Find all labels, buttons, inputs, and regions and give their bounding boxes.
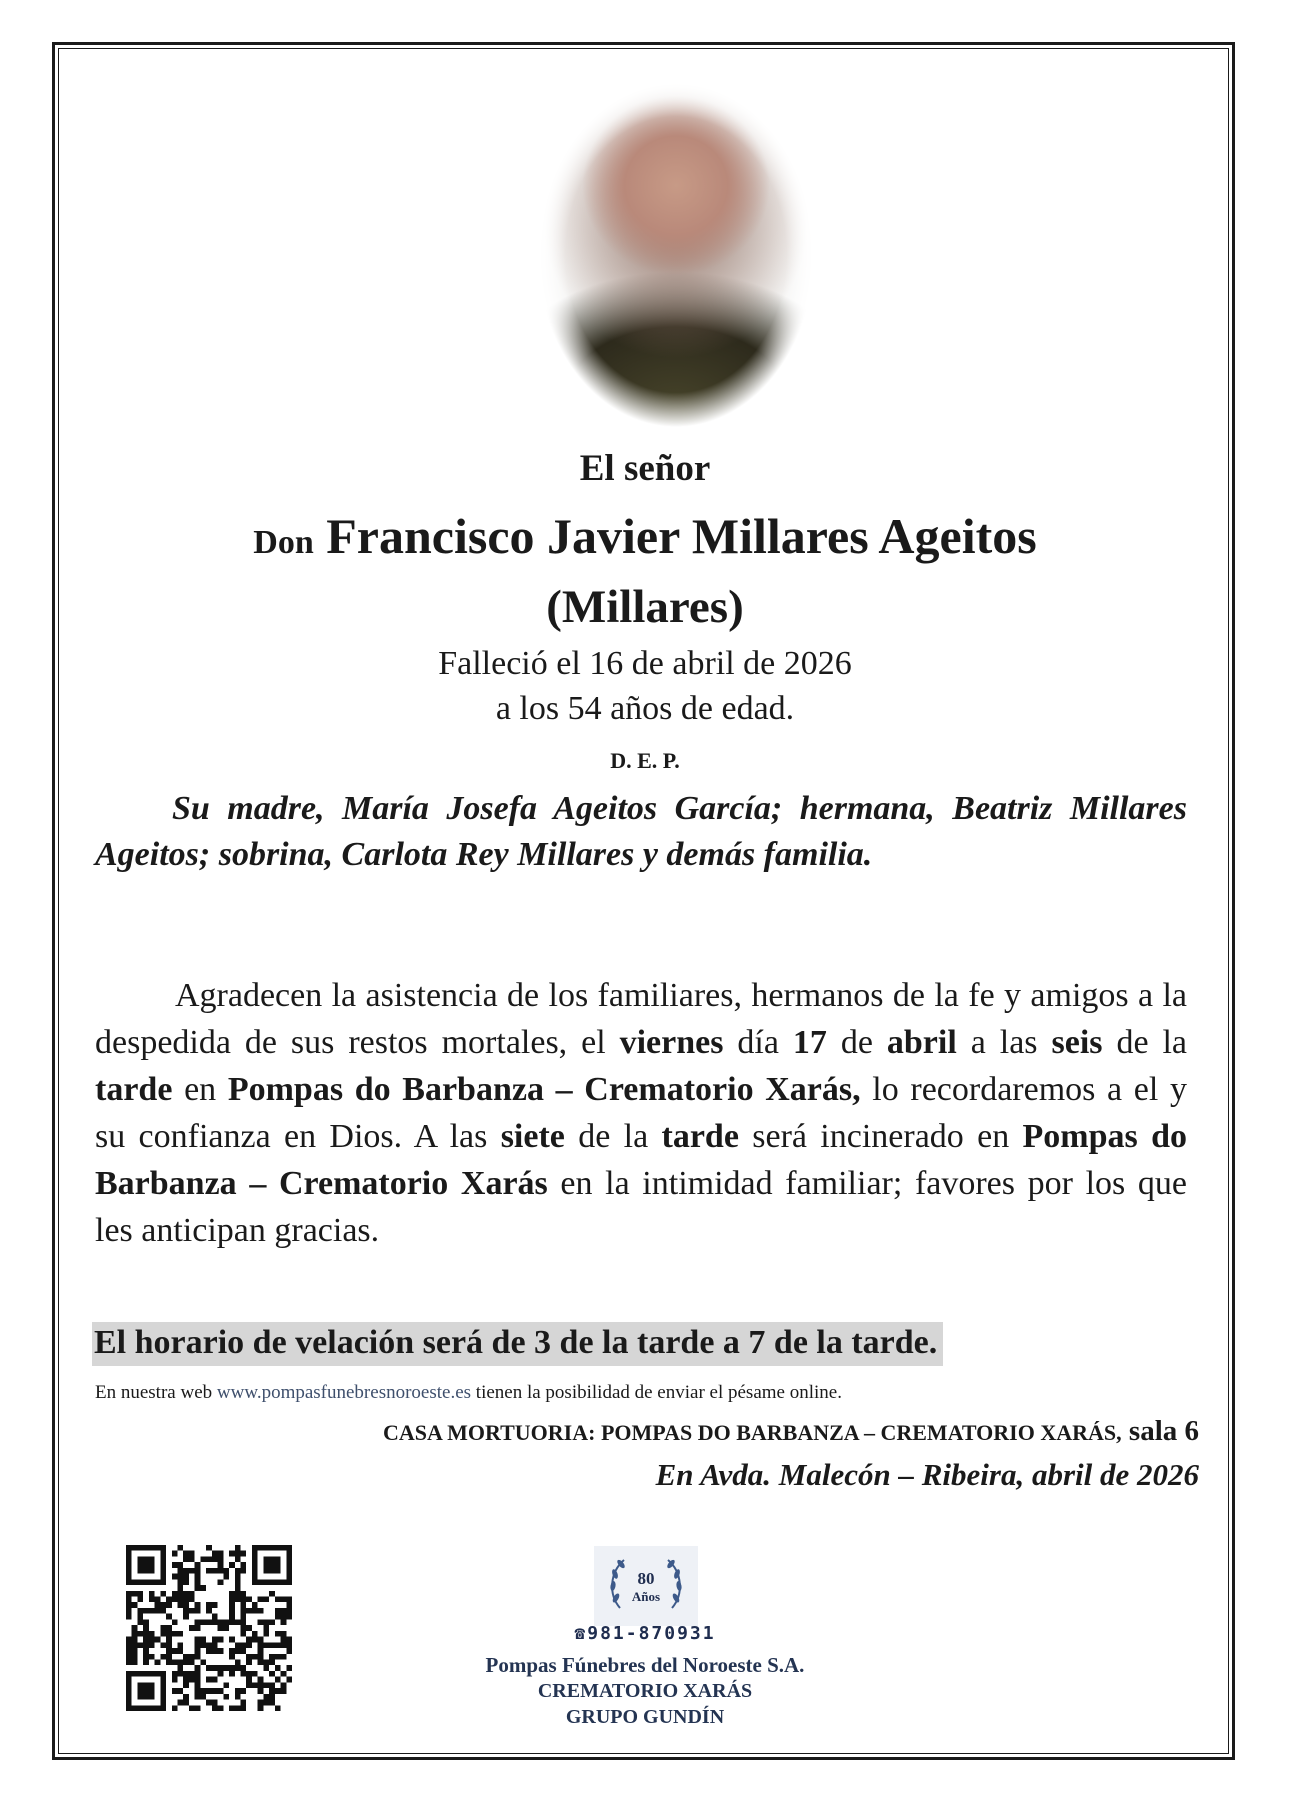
velacion-schedule: El horario de velación será de 3 de la tarde a 7 de la tarde. — [92, 1322, 943, 1366]
group-name: GRUPO GUNDÍN — [565, 1706, 725, 1728]
name-prefix: Don — [253, 524, 314, 561]
web-notice — [95, 1382, 842, 1404]
funeral-home-label: CASA MORTUORIA: POMPAS DO BARBANZA – CREMATORIO XARÁS, — [382, 1420, 1122, 1445]
crematorio-name: CREMATORIO XARÁS — [537, 1680, 753, 1702]
msg-text: de la — [1102, 1024, 1188, 1061]
anniversary-logo-icon — [594, 1546, 698, 1626]
funeral-home-line — [383, 1415, 1199, 1448]
family-paragraph: Su madre, María Josefa Ageitos García; hermana, Beatriz Millares Ageitos; sobrina, Carlota Rey Millares y demás familia. — [95, 790, 1187, 873]
msg-bold: siete — [500, 1118, 565, 1155]
msg-bold: seis — [1051, 1024, 1103, 1061]
deceased-portrait — [538, 82, 814, 427]
msg-text: día — [723, 1024, 793, 1061]
msg-bold: abril — [886, 1024, 957, 1061]
msg-text: en la intimidad familiar; favores por los que les anticipan gracias. — [95, 1165, 1188, 1249]
phone-icon: ☎ — [574, 1623, 588, 1644]
msg-text: en — [172, 1071, 228, 1108]
msg-bold: viernes — [619, 1024, 724, 1061]
full-name: Francisco Javier Millares Ageitos — [326, 508, 1037, 564]
death-date: Falleció el 16 de abril de 2026 — [438, 645, 852, 682]
age-line: a los 54 años de edad. — [495, 690, 795, 727]
company-name: Pompas Fúnebres del Noroeste S.A. — [485, 1653, 805, 1677]
msg-text: lo recordaremos a el y su confianza en Dios. A las — [95, 1071, 1187, 1155]
qr-code[interactable] — [126, 1545, 292, 1711]
deceased-name — [90, 508, 1200, 571]
salutation: El señor — [579, 448, 711, 489]
msg-bold: tarde — [661, 1118, 739, 1155]
room-number: sala 6 — [1121, 1415, 1199, 1447]
web-notice-text: tienen la posibilidad de enviar el pésame online. — [471, 1382, 842, 1403]
msg-text: será incinerado en — [738, 1118, 1023, 1155]
msg-bold: tarde — [95, 1071, 173, 1108]
website-link[interactable]: www.pompasfunebresnoroeste.es — [216, 1382, 472, 1403]
dep-label: D. E. P. — [610, 748, 680, 773]
msg-bold: Pompas do Barbanza – Crematorio Xarás, — [227, 1071, 861, 1108]
web-notice-text: En nuestra web — [95, 1382, 217, 1403]
logo-number: 80 — [637, 1569, 655, 1588]
msg-text: Agradecen la asistencia de los familiares, hermanos de la fe y amigos a la despedida de sus restos mortales, el — [95, 977, 1187, 1061]
deceased-alias: (Millares) — [546, 581, 744, 633]
msg-text: a las — [956, 1024, 1052, 1061]
phone-line — [445, 1623, 845, 1644]
msg-bold: 17 — [792, 1024, 827, 1061]
logo-word: Años — [631, 1589, 661, 1604]
msg-bold: Pompas do Barbanza – Crematorio Xarás — [95, 1118, 1187, 1202]
thanks-paragraph — [95, 972, 1187, 1254]
phone-number[interactable]: 981-870931 — [587, 1623, 716, 1644]
place-date-line: En Avda. Malecón – Ribeira, abril de 2026 — [655, 1457, 1199, 1492]
msg-text: de la — [564, 1118, 662, 1155]
msg-text: de — [826, 1024, 887, 1061]
